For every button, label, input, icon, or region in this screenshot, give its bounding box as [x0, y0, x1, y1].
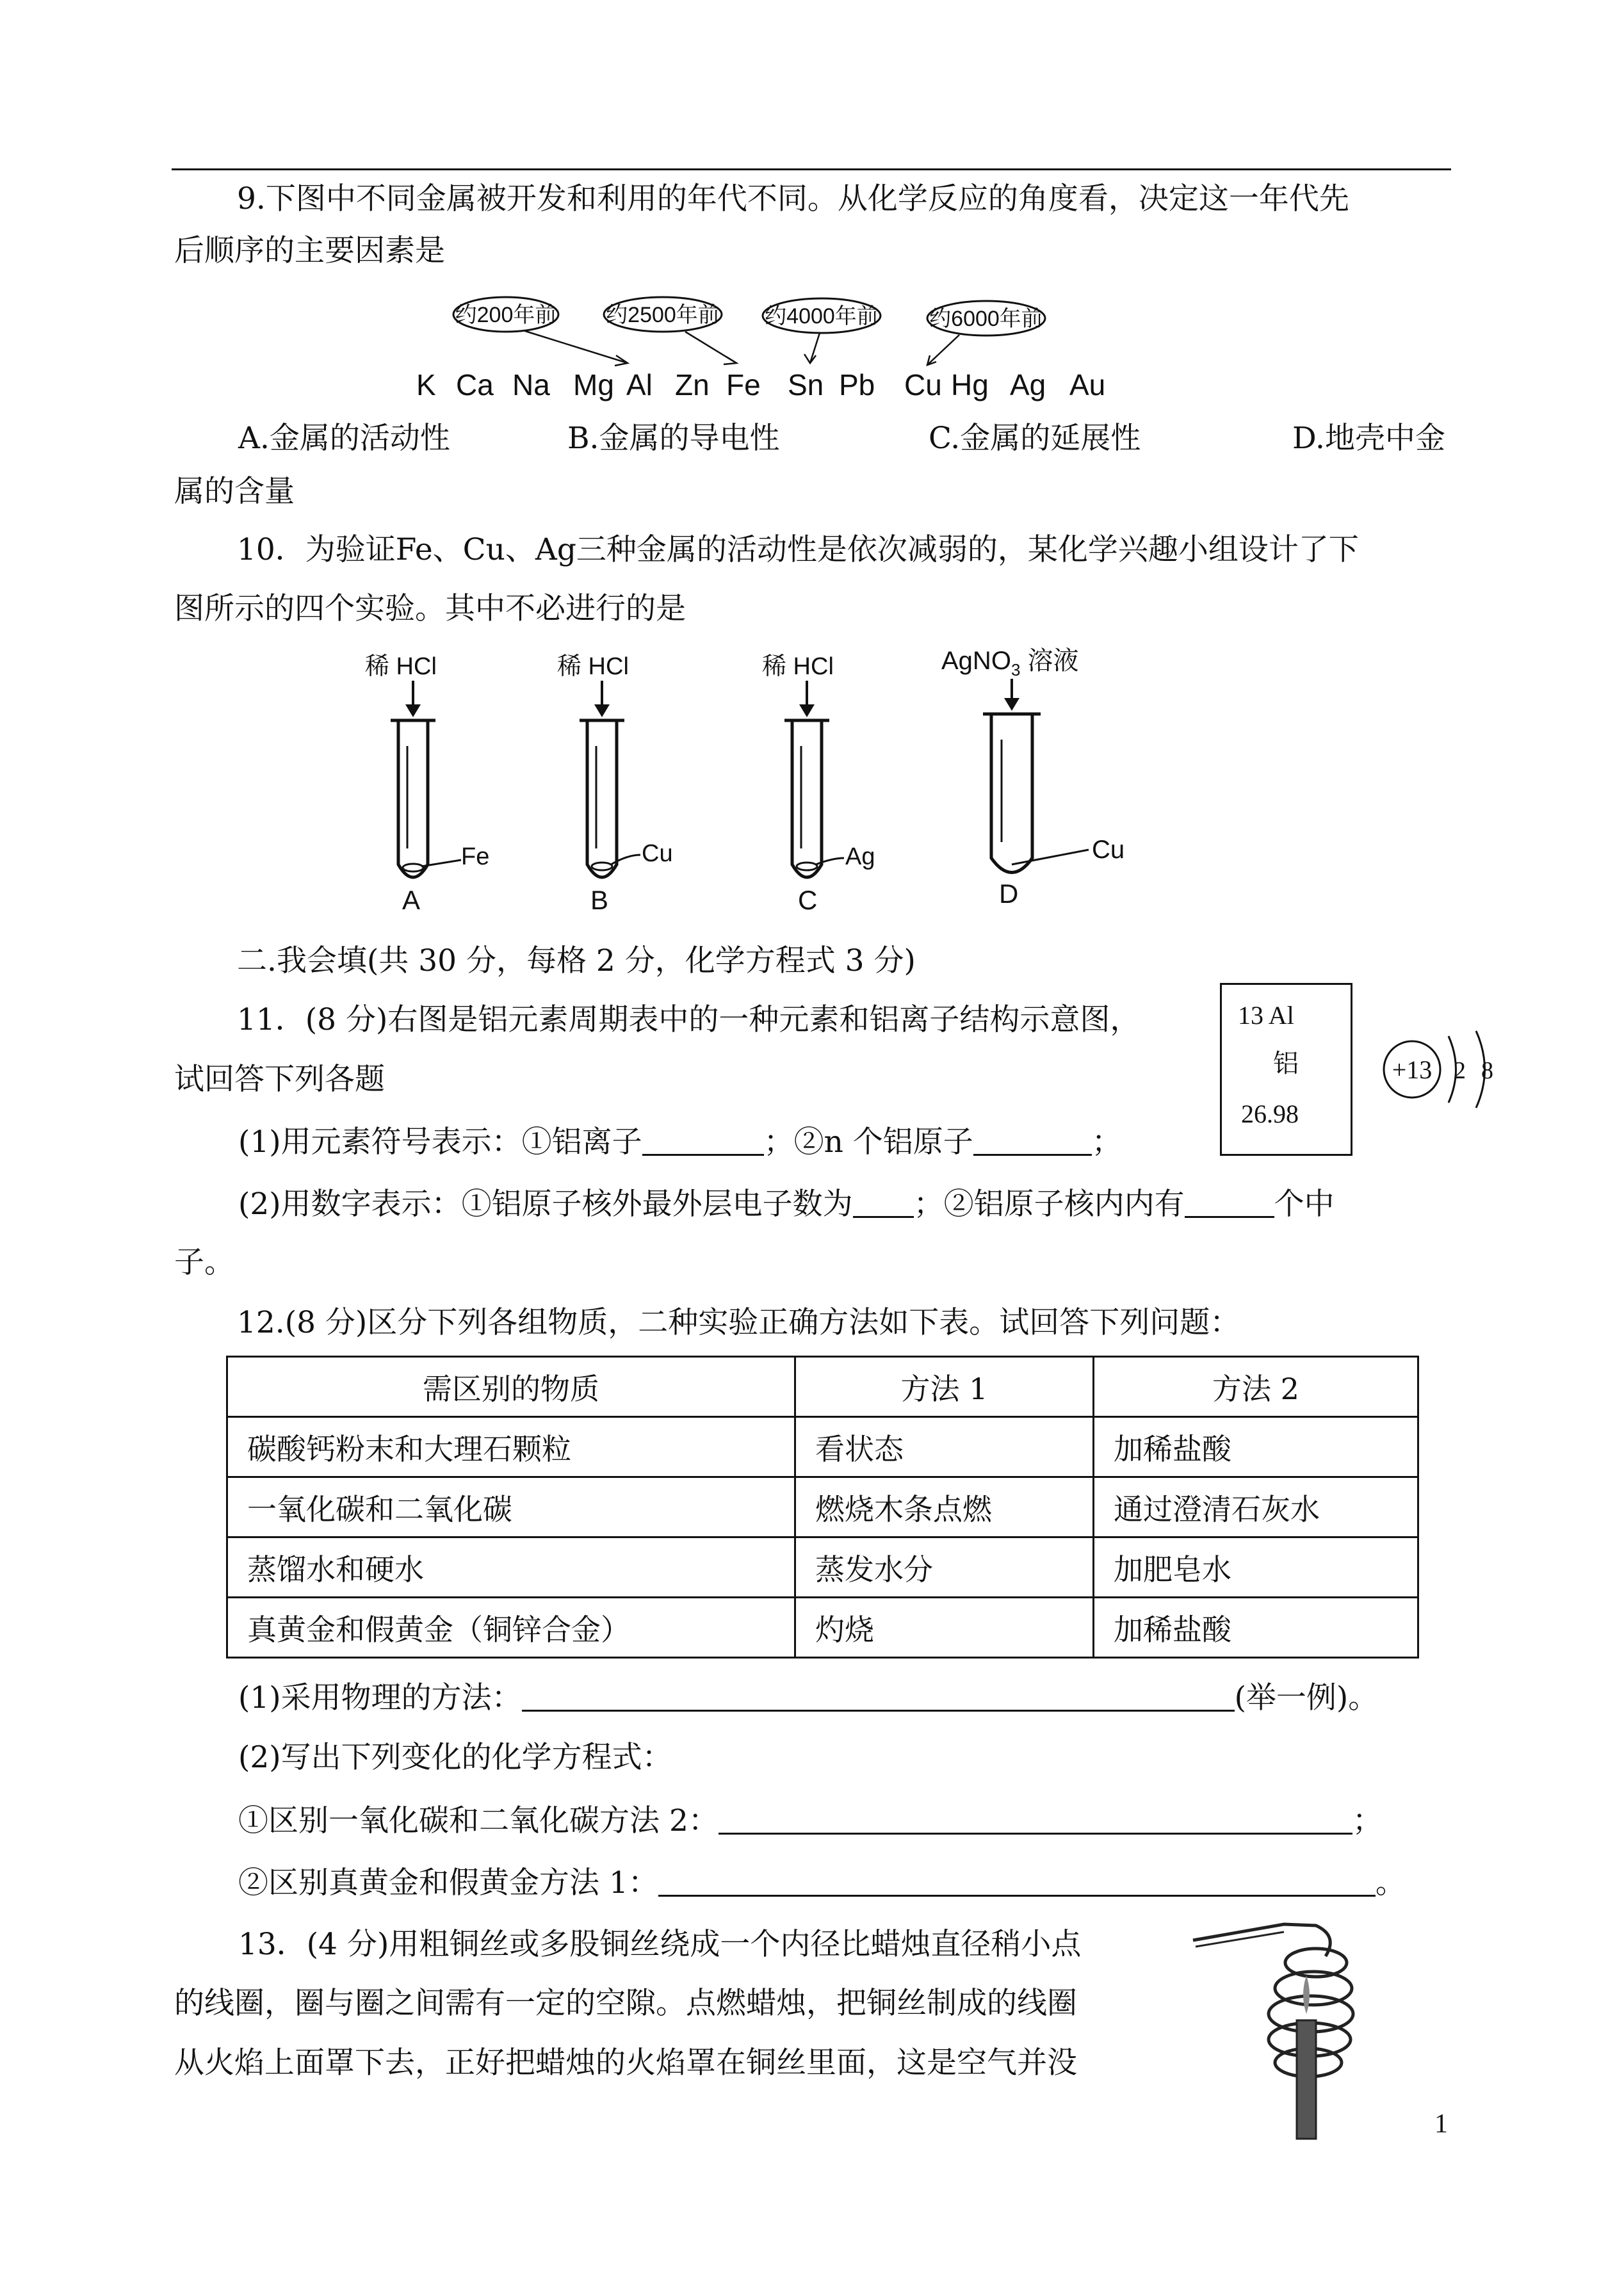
- q10-line1: 10．为验证Fe、Cu、Ag三种金属的活动性是依次减弱的，某化学兴趣小组设计了下: [237, 532, 1359, 567]
- comparison-table: [226, 1356, 1419, 1658]
- q13-line3: 从火焰上面罩下去，正好把蜡烛的火焰罩在铜丝里面，这是空气并没: [174, 2045, 1077, 2080]
- copper-coil-candle-figure: [1188, 1918, 1399, 2148]
- periodic-table-cell: [1220, 983, 1352, 1156]
- q11-sub2-cont: 子。: [174, 1245, 234, 1280]
- tube-d: [941, 647, 1125, 909]
- table-cell: 加肥皂水: [1094, 1537, 1418, 1598]
- table-cell: 加稀盐酸: [1094, 1417, 1418, 1477]
- svg-text:Cu: Cu: [904, 368, 942, 401]
- element-mass: 26.98: [1241, 1099, 1299, 1128]
- blank-outer-electrons[interactable]: [853, 1188, 914, 1218]
- svg-text:Au: Au: [1069, 368, 1106, 401]
- table-row: [227, 1417, 1418, 1477]
- svg-text:稀 HCl: 稀 HCl: [365, 653, 437, 680]
- element-name: 铝: [1273, 1049, 1299, 1078]
- svg-text:Sn: Sn: [788, 368, 824, 401]
- q13-line1: 13．(4 分)用粗铜丝或多股铜丝绕成一个内径比蜡烛直径稍小点: [238, 1927, 1082, 1962]
- svg-text:A: A: [402, 885, 421, 915]
- q12-sub2: (2)写出下列变化的化学方程式：: [238, 1740, 672, 1775]
- tube-a: [365, 653, 489, 915]
- table-cell: 看状态: [795, 1417, 1094, 1477]
- svg-text:AgNO3 溶液: AgNO$_3$ 溶液: [941, 647, 1079, 679]
- q11-line1: 11．(8 分)右图是铝元素周期表中的一种元素和铝离子结构示意图，: [237, 1002, 1141, 1037]
- svg-text:Fe: Fe: [461, 843, 490, 870]
- table-row: [227, 1598, 1418, 1658]
- tube-b: [557, 653, 673, 915]
- era-arrow-3: [810, 333, 820, 363]
- candle: [1297, 2020, 1316, 2139]
- svg-text:Ag: Ag: [845, 843, 875, 870]
- svg-text:稀 HCl: 稀 HCl: [557, 653, 629, 680]
- q11-line2: 试回答下列各题: [174, 1062, 385, 1097]
- q9-option-d-cont: 属的含量: [174, 474, 295, 509]
- metal-era-diagram: [410, 291, 1140, 407]
- metal-activity-series: [416, 368, 1105, 401]
- table-cell: 通过澄清石灰水: [1094, 1477, 1418, 1537]
- era-label-2: 约2500年前: [606, 303, 720, 327]
- element-number-symbol: 13 Al: [1238, 1001, 1294, 1030]
- aluminum-ion-structure: [1377, 1025, 1524, 1121]
- q12-sub2-1: ①区别一氧化碳和二氧化碳方法 2： ；: [238, 1803, 1383, 1838]
- header-rule: [172, 168, 1451, 170]
- svg-text:Mg: Mg: [573, 368, 614, 401]
- tube-c: [762, 653, 875, 915]
- era-arrow-1: [525, 331, 628, 363]
- svg-text:Cu: Cu: [1092, 836, 1125, 864]
- svg-text:Ag: Ag: [1010, 368, 1046, 401]
- table-header: 需区别的物质: [227, 1357, 795, 1417]
- svg-text:Na: Na: [512, 368, 550, 401]
- test-tube-experiments: [359, 644, 1191, 919]
- q9-option-c: C.金属的延展性: [929, 421, 1141, 456]
- svg-text:Zn: Zn: [675, 368, 710, 401]
- svg-text:Cu: Cu: [642, 840, 673, 867]
- blank-physical-method[interactable]: [522, 1682, 1235, 1712]
- q9-option-d: D.地壳中金: [1292, 421, 1445, 456]
- blank-gold-equation[interactable]: [658, 1867, 1376, 1897]
- section-2-heading: 二.我会填(共 30 分，每格 2 分，化学方程式 3 分): [237, 943, 916, 978]
- table-cell: 碳酸钙粉末和大理石颗粒: [227, 1417, 795, 1477]
- era-arrow-4: [927, 335, 959, 365]
- blank-co-co2-equation[interactable]: [719, 1804, 1352, 1835]
- table-header: 方法 1: [795, 1357, 1094, 1417]
- q12-sub2-2: ②区别真黄金和假黄金方法 1： 。: [238, 1865, 1406, 1901]
- svg-text:K: K: [416, 368, 436, 401]
- q11-sub1: (1)用元素符号表示：①铝离子 ；②n 个铝原子 ；: [238, 1124, 1122, 1160]
- svg-text:D: D: [999, 879, 1019, 909]
- table-cell: 蒸发水分: [795, 1537, 1094, 1598]
- table-cell: 真黄金和假黄金（铜锌合金）: [227, 1598, 795, 1658]
- q12-line1: 12.(8 分)区分下列各组物质，二种实验正确方法如下表。试回答下列问题：: [237, 1305, 1240, 1340]
- table-row: [227, 1477, 1418, 1537]
- era-label-3: 约4000年前: [765, 304, 879, 328]
- table-header-row: [227, 1357, 1418, 1417]
- table-cell: 一氧化碳和二氧化碳: [227, 1477, 795, 1537]
- q9-option-a: A.金属的活动性: [238, 421, 450, 456]
- svg-text:Ca: Ca: [456, 368, 494, 401]
- table-cell: 灼烧: [795, 1598, 1094, 1658]
- svg-text:稀 HCl: 稀 HCl: [762, 653, 834, 680]
- q13-line2: 的线圈，圈与圈之间需有一定的空隙。点燃蜡烛，把铜丝制成的线圈: [174, 1986, 1077, 2021]
- table-row: [227, 1537, 1418, 1598]
- q12-sub1: (1)采用物理的方法： (举一例)。: [238, 1680, 1379, 1715]
- blank-n-al-atoms[interactable]: [973, 1126, 1092, 1156]
- era-label-1: 约200年前: [455, 303, 557, 327]
- q10-line2: 图所示的四个实验。其中不必进行的是: [174, 591, 686, 626]
- blank-al-ion[interactable]: [642, 1126, 764, 1156]
- era-label-4: 约6000年前: [929, 307, 1043, 331]
- svg-text:Fe: Fe: [726, 368, 761, 401]
- blank-neutrons[interactable]: [1185, 1188, 1274, 1218]
- nucleus-charge: +13: [1392, 1055, 1433, 1084]
- table-header: 方法 2: [1094, 1357, 1418, 1417]
- svg-text:B: B: [590, 885, 609, 915]
- shell-1-count: 2: [1454, 1057, 1466, 1084]
- table-cell: 燃烧木条点燃: [795, 1477, 1094, 1537]
- q11-sub2: (2)用数字表示：①铝原子核外最外层电子数为 ；②铝原子核内内有 个中: [238, 1187, 1335, 1222]
- q9-option-b: B.金属的导电性: [567, 421, 780, 456]
- svg-text:C: C: [798, 885, 818, 915]
- svg-text:Al: Al: [626, 368, 653, 401]
- table-cell: 加稀盐酸: [1094, 1598, 1418, 1658]
- svg-text:Pb: Pb: [839, 368, 875, 401]
- q9-line1: 9.下图中不同金属被开发和利用的年代不同。从化学反应的角度看，决定这一年代先: [237, 181, 1349, 216]
- page-number: 1: [1434, 2109, 1448, 2139]
- q9-line2: 后顺序的主要因素是: [174, 233, 445, 268]
- table-cell: 蒸馏水和硬水: [227, 1537, 795, 1598]
- shell-2-count: 8: [1481, 1057, 1493, 1084]
- svg-text:Hg: Hg: [951, 368, 989, 401]
